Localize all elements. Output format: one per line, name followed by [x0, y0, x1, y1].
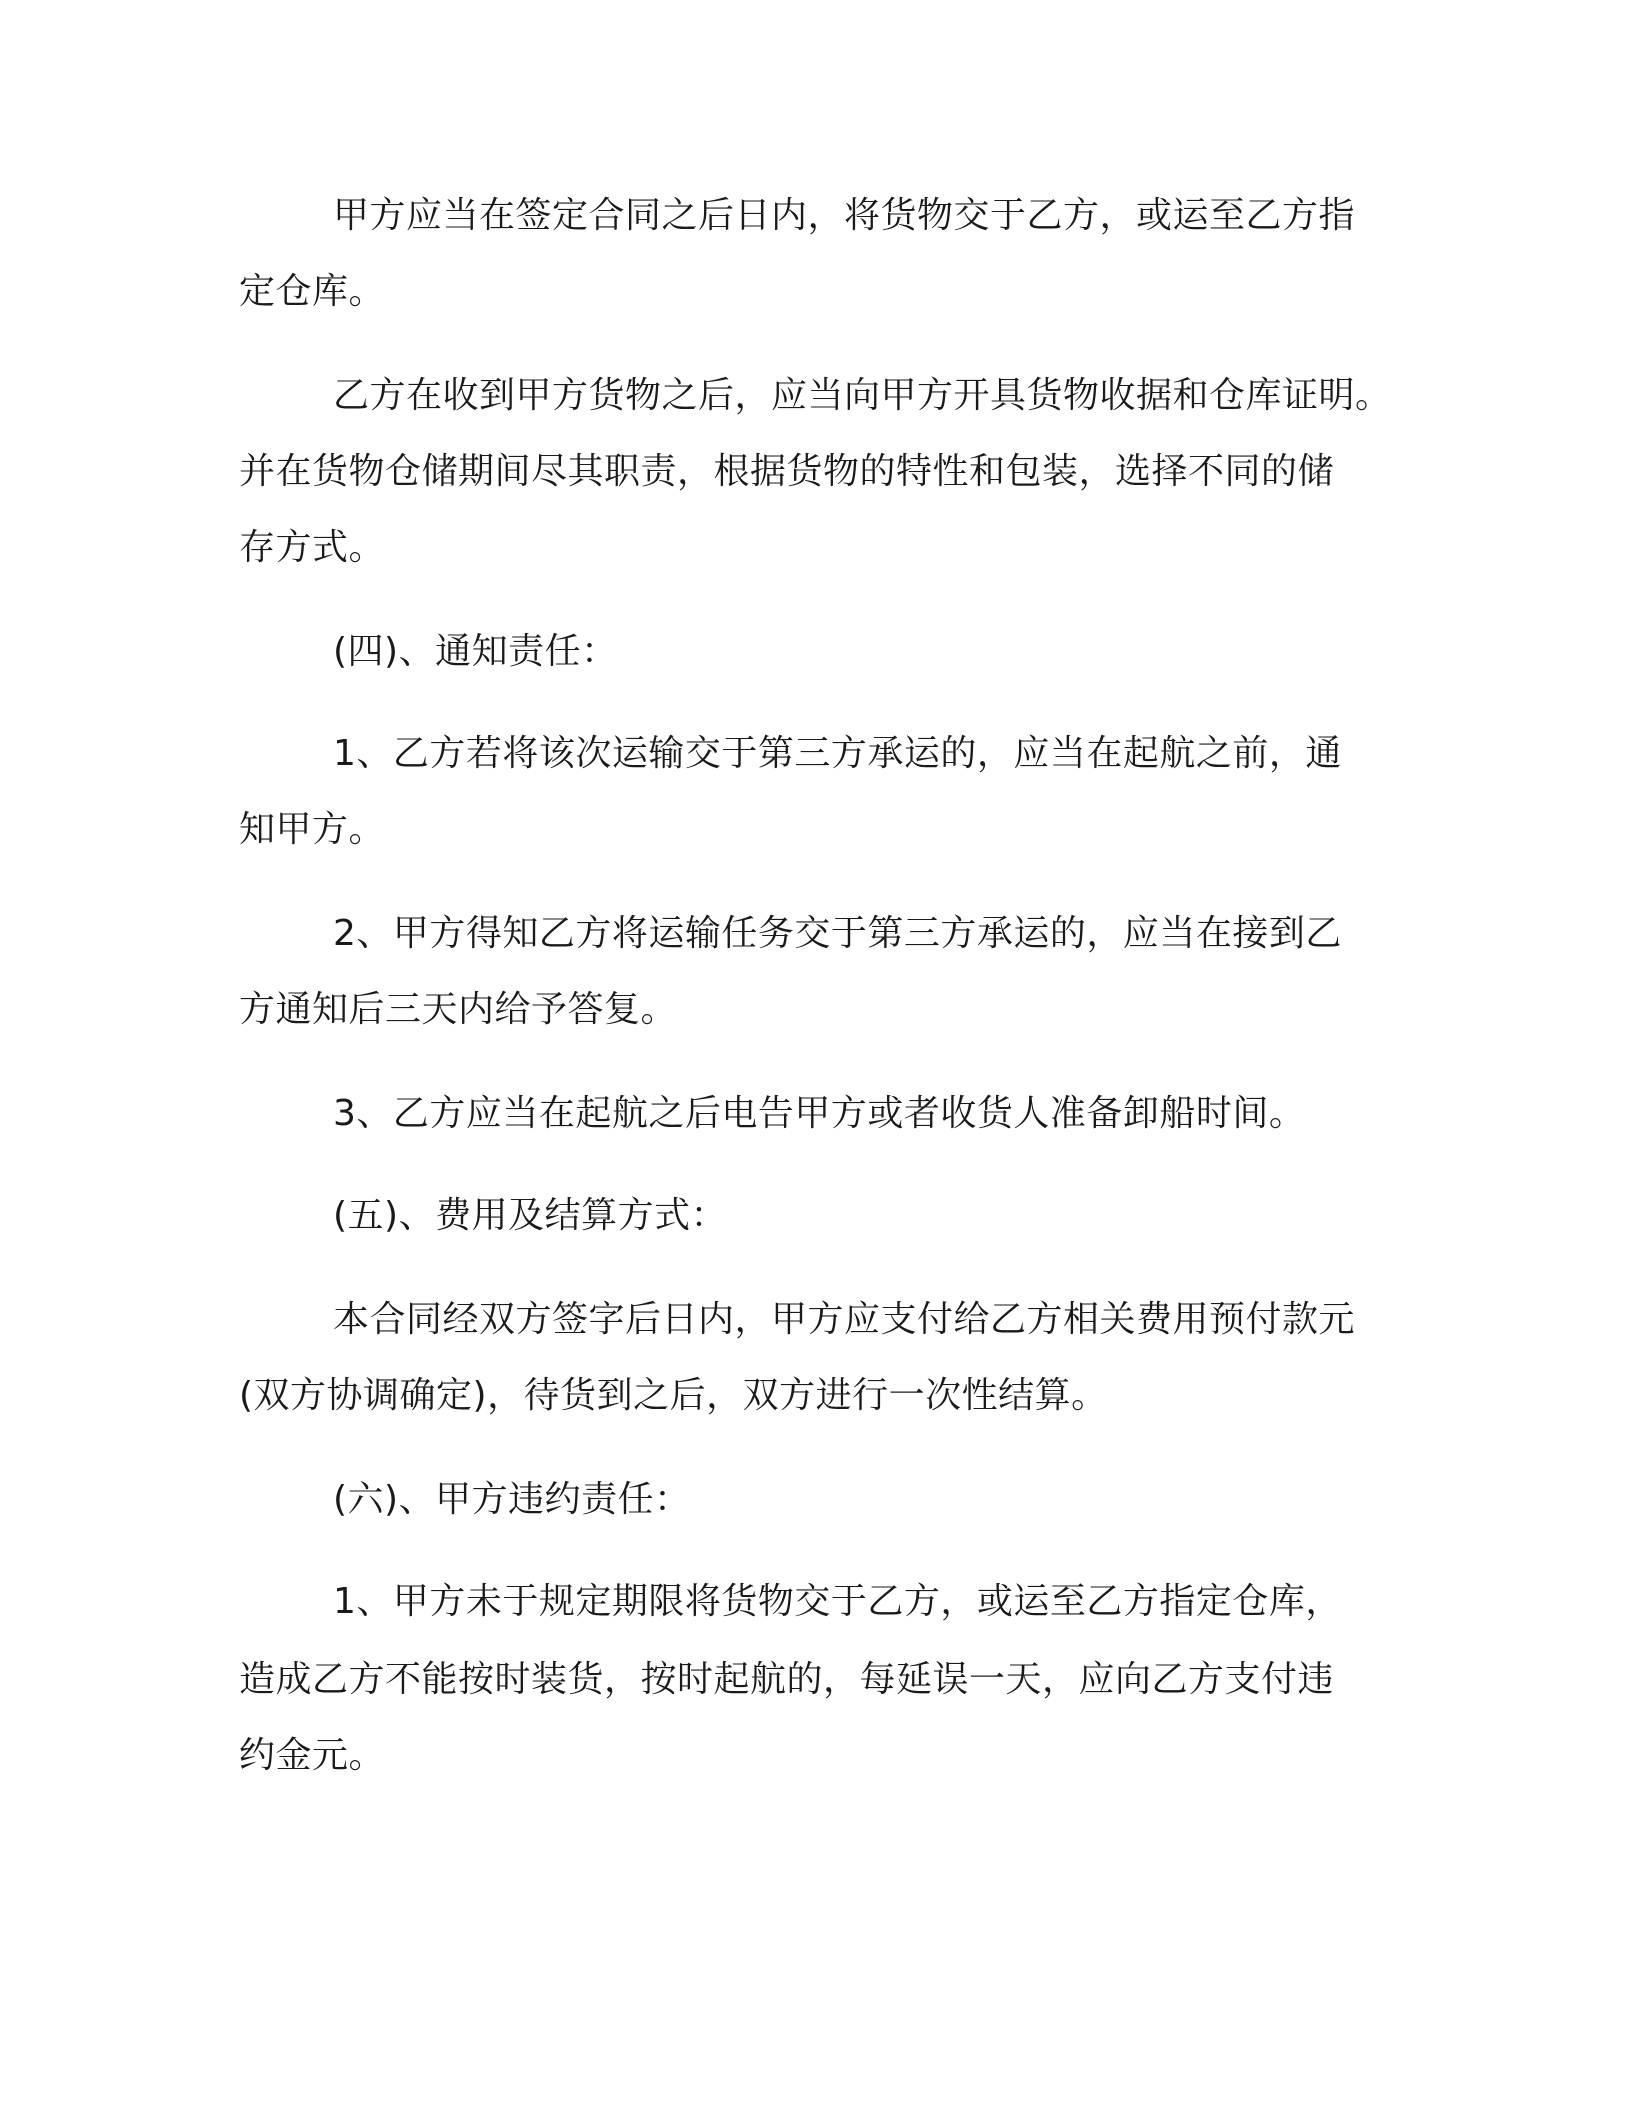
paragraph-line: 约金元。: [239, 1735, 386, 1776]
paragraph-line: (双方协调确定)，待货到之后，双方进行一次性结算。: [239, 1375, 1108, 1416]
paragraph-line: 存方式。: [239, 527, 386, 568]
paragraph-line: 并在货物仓储期间尽其职责，根据货物的特性和包装，选择不同的储: [239, 451, 1335, 492]
paragraph-line: 甲方应当在签定合同之后日内，将货物交于乙方，或运至乙方指: [333, 195, 1356, 236]
paragraph-line: 乙方在收到甲方货物之后，应当向甲方开具货物收据和仓库证明。: [333, 375, 1392, 416]
paragraph-line: 2、甲方得知乙方将运输任务交于第三方承运的，应当在接到乙: [333, 913, 1342, 954]
paragraph-line: 知甲方。: [239, 809, 386, 850]
paragraph-line: 定仓库。: [239, 271, 386, 312]
paragraph-line: 1、甲方未于规定期限将货物交于乙方，或运至乙方指定仓库，: [333, 1581, 1342, 1622]
section-heading: (四)、通知责任：: [333, 631, 618, 672]
section-heading: (五)、费用及结算方式：: [333, 1195, 728, 1236]
section-heading: (六)、甲方违约责任：: [333, 1479, 691, 1520]
paragraph-line: 3、乙方应当在起航之后电告甲方或者收货人准备卸船时间。: [333, 1093, 1306, 1134]
paragraph-line: 造成乙方不能按时装货，按时起航的，每延误一天，应向乙方支付违: [239, 1659, 1335, 1700]
paragraph-line: 本合同经双方签字后日内，甲方应支付给乙方相关费用预付款元: [333, 1299, 1356, 1340]
paragraph-line: 1、乙方若将该次运输交于第三方承运的，应当在起航之前，通: [333, 733, 1342, 774]
paragraph-line: 方通知后三天内给予答复。: [239, 989, 678, 1030]
